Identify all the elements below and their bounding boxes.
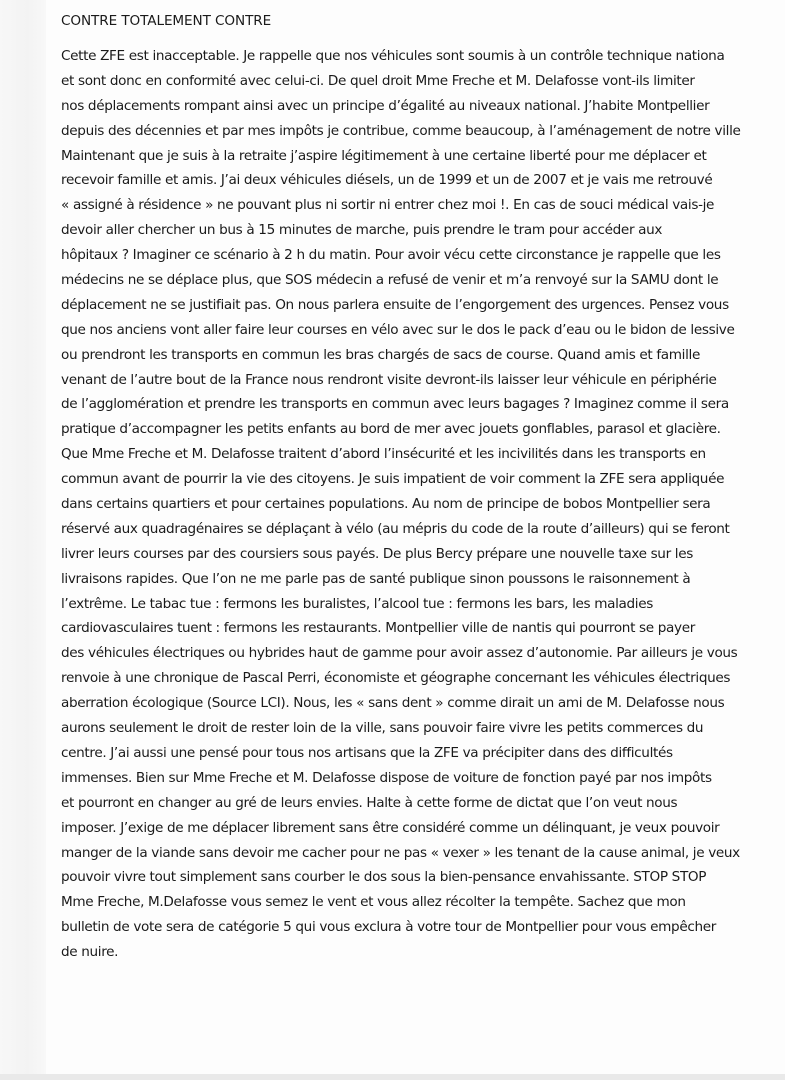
text-line: Que Mme Freche et M. Delafosse traitent d’abord l’insécurité et les incivilités dans les transports en — [61, 446, 706, 463]
text-line: hôpitaux ? Imaginer ce scénario à 2 h du matin. Pour avoir vécu cette circonstance je rappelle que les — [61, 247, 721, 264]
text-line: immenses. Bien sur Mme Freche et M. Delafosse dispose de voiture de fonction payé par nos impôts — [61, 769, 712, 786]
text-line: renvoie à une chronique de Pascal Perri, économiste et géographe concernant les véhicules électriques — [61, 670, 731, 687]
text-line: Mme Freche, M.Delafosse vous semez le vent et vous allez récolter la tempête. Sachez que mon — [61, 894, 686, 911]
letter-content — [61, 9, 785, 965]
text-line: médecins ne se déplace plus, que SOS médecin a refusé de venir et m’a renvoyé sur la SAMU dont le — [61, 272, 719, 289]
text-line: Maintenant que je suis à la retraite j’aspire légitimement à une certaine liberté pour me déplacer et — [61, 147, 707, 164]
text-line: aberration écologique (Source LCI). Nous, les « sans dent » comme dirait un ami de M. Delafosse nous — [61, 695, 725, 712]
text-line: réservé aux quadragénaires se déplaçant à vélo (au mépris du code de la route d’ailleurs) qui se feront — [61, 520, 730, 537]
text-line: livraisons rapides. Que l’on ne me parle pas de santé publique sinon poussons le raisonnement à — [61, 570, 691, 587]
text-line: de nuire. — [61, 944, 119, 961]
text-line: depuis des décennies et par mes impôts je contribue, comme beaucoup, à l’aménagement de notre ville — [61, 122, 741, 139]
scan-shadow-bottom — [0, 1074, 785, 1080]
text-line: manger de la viande sans devoir me cacher pour ne pas « vexer » les tenant de la cause animal, je veux — [61, 844, 740, 861]
text-line: dans certains quartiers et pour certaines populations. Au nom de principe de bobos Montpellier sera — [61, 496, 711, 513]
text-line: devoir aller chercher un bus à 15 minutes de marche, puis prendre le tram pour accéder aux — [61, 222, 663, 239]
text-line: « assigné à résidence » ne pouvant plus ni sortir ni entrer chez moi !. En cas de souci médical vais-je — [61, 197, 715, 214]
text-line: centre. J’ai aussi une pensé pour tous nos artisans que la ZFE va précipiter dans des difficultés — [61, 744, 673, 761]
letter-title: CONTRE TOTALEMENT CONTRE — [61, 13, 272, 29]
text-line: Cette ZFE est inacceptable. Je rappelle que nos véhicules sont soumis à un contrôle technique nationa — [61, 48, 725, 64]
text-line: commun avant de pourrir la vie des citoyens. Je suis impatient de voir comment la ZFE sera appliquée — [61, 471, 725, 488]
text-line: l’extrême. Le tabac tue : fermons les buralistes, l’alcool tue : fermons les bars, les maladies — [61, 595, 653, 612]
text-line: nos déplacements rompant ainsi avec un principe d’égalité au niveaux national. J’habite Montpellier — [61, 97, 710, 114]
text-line: et pourront en changer au gré de leurs envies. Halte à cette forme de dictat que l’on veut nous — [61, 794, 678, 811]
text-line: venant de l’autre bout de la France nous rendront visite devront-ils laisser leur véhicule en périphérie — [61, 371, 717, 388]
text-line: déplacement ne se justifiait pas. On nous parlera ensuite de l’engorgement des urgences. Pensez vous — [61, 296, 729, 313]
text-line: et sont donc en conformité avec celui-ci. De quel droit Mme Freche et M. Delafosse vont-ils limiter — [61, 72, 695, 89]
text-line: ou prendront les transports en commun les bras chargés de sacs de course. Quand amis et famille — [61, 346, 700, 363]
text-line: pouvoir vivre tout simplement sans courber le dos sous la bien-pensance envahissante. STOP STOP — [61, 869, 707, 886]
letter-body — [61, 44, 785, 965]
text-line: de l’agglomération et prendre les transports en commun avec leurs bagages ? Imaginez comme il sera — [61, 396, 729, 413]
text-line: imposer. J’exige de me déplacer librement sans être considéré comme un délinquant, je veux pouvoir — [61, 819, 720, 836]
text-line: livrer leurs courses par des coursiers sous payés. De plus Bercy prépare une nouvelle taxe sur les — [61, 545, 693, 562]
scan-shadow-left — [0, 0, 46, 1080]
text-line: des véhicules électriques ou hybrides haut de gamme pour avoir assez d’autonomie. Par ailleurs je vous — [61, 645, 738, 662]
text-line: bulletin de vote sera de catégorie 5 qui vous exclura à votre tour de Montpellier pour vous empêcher — [61, 919, 716, 936]
text-line: aurons seulement le droit de rester loin de la ville, sans pouvoir faire vivre les petits commerces du — [61, 720, 704, 737]
text-line: que nos anciens vont aller faire leur courses en vélo avec sur le dos le pack d’eau ou le bidon de lessive — [61, 321, 735, 338]
text-line: cardiovasculaires tuent : fermons les restaurants. Montpellier ville de nantis qui pourront se payer — [61, 620, 695, 637]
text-line: recevoir famille et amis. J’ai deux véhicules diésels, un de 1999 et un de 2007 et je vais me retrouvé — [61, 172, 713, 189]
text-line: pratique d’accompagner les petits enfants au bord de mer avec jouets gonflables, parasol et glacière. — [61, 421, 721, 438]
